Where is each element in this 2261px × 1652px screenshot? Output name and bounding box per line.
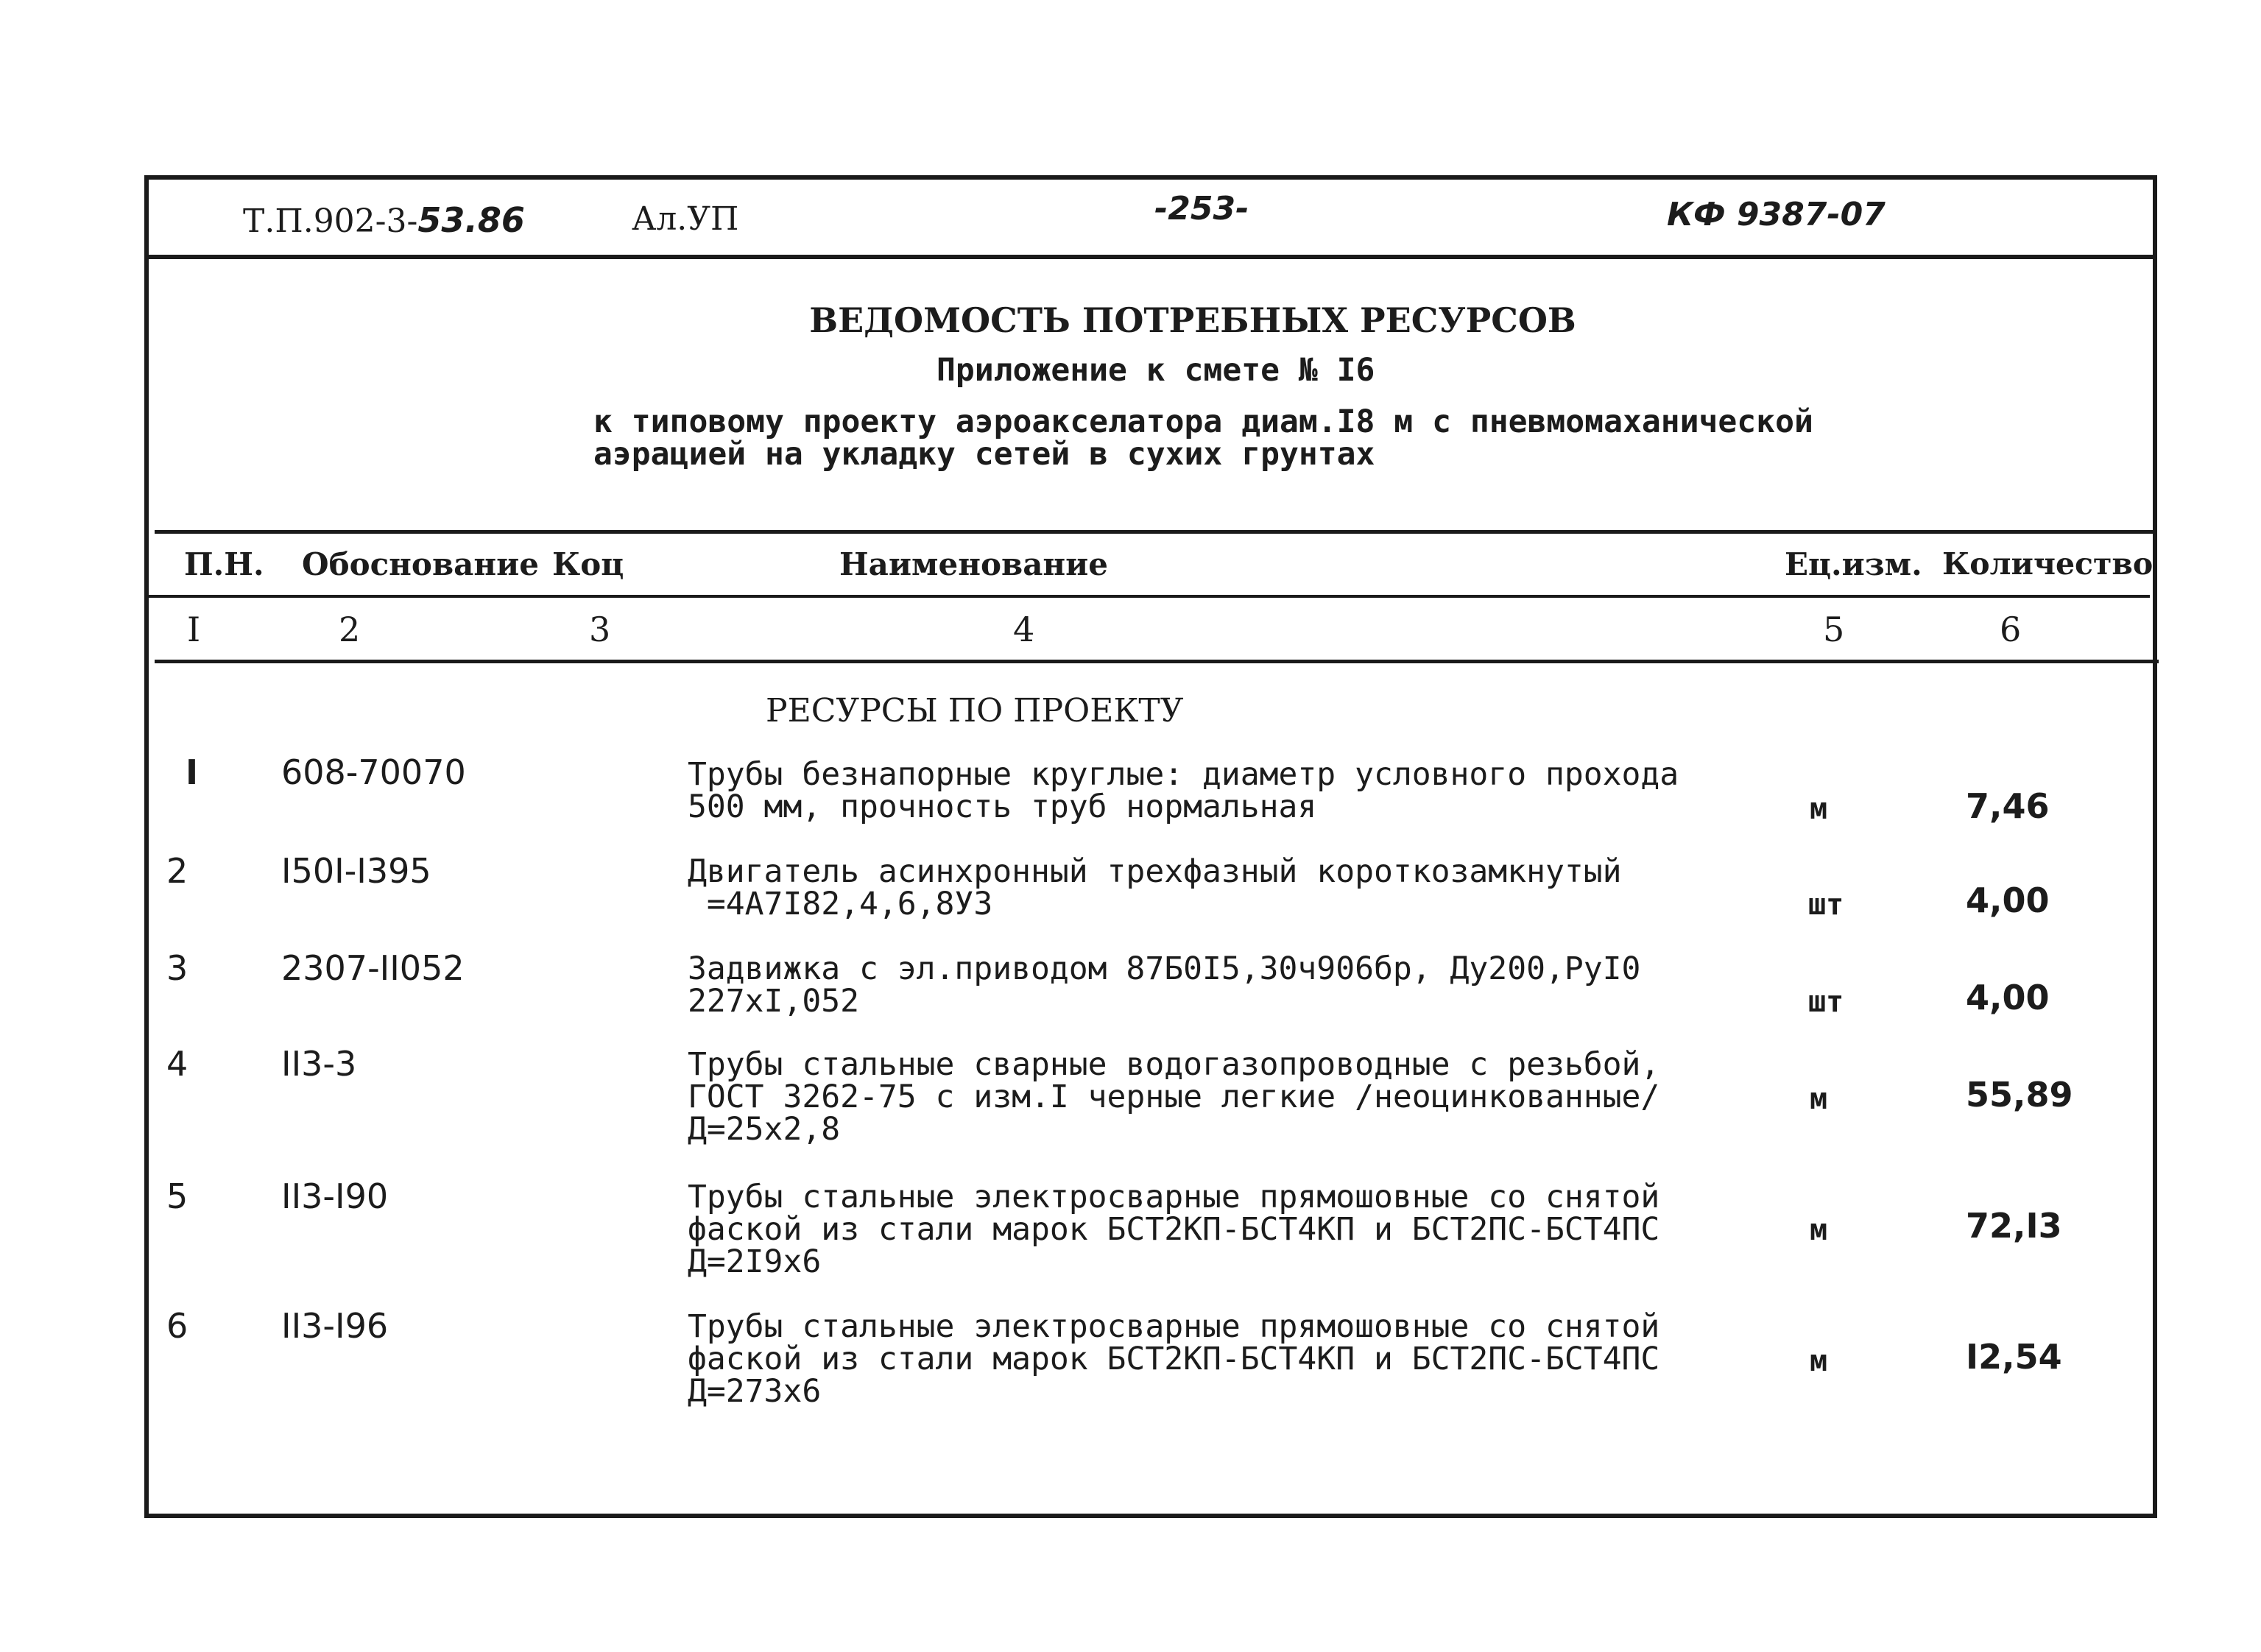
album-label: Ал.УП xyxy=(632,200,739,238)
description-line-2: аэрацией на укладку сетей в сухих грунтах xyxy=(593,436,1375,473)
row-quantity: 72,I3 xyxy=(1966,1206,2062,1246)
col-header-quantity: Количество xyxy=(1942,546,2154,582)
row-pn: 6 xyxy=(166,1306,188,1346)
row-name-line: =4А7I82,4,6,8У3 xyxy=(688,886,993,922)
row-unit: м xyxy=(1810,792,1828,826)
row-pn: 2 xyxy=(166,851,188,891)
row-name-line: Трубы стальные электросварные прямошовные со снятой xyxy=(688,1179,1660,1215)
row-pn: 4 xyxy=(166,1044,188,1084)
col-number-2: 2 xyxy=(339,610,361,649)
row-quantity: 4,00 xyxy=(1966,880,2050,920)
reference-code: КФ 9387-07 xyxy=(1667,196,1886,233)
column-number-rule xyxy=(155,660,2159,663)
row-name-line: Д=273х6 xyxy=(688,1373,822,1410)
row-name-line: Д=2I9х6 xyxy=(688,1243,822,1280)
row-unit: м xyxy=(1810,1082,1828,1116)
row-unit: м xyxy=(1810,1344,1828,1378)
col-header-name: Наименование xyxy=(839,546,1109,582)
row-name-line: 227хI,052 xyxy=(688,983,859,1020)
description-line-1: к типовому проекту аэроакселатора диам.I8 м с пневмомаханической xyxy=(593,403,1813,440)
row-basis: II3-3 xyxy=(281,1044,357,1084)
row-name-line: Трубы стальные электросварные прямошовные со снятой xyxy=(688,1308,1660,1345)
row-basis: I50I-I395 xyxy=(281,851,431,891)
section-title: РЕСУРСЫ ПО ПРОЕКТУ xyxy=(766,692,1184,730)
row-name-line: Трубы безнапорные круглые: диаметр условного прохода xyxy=(688,756,1679,793)
row-unit: шт xyxy=(1808,985,1844,1019)
page-number: -253- xyxy=(1154,190,1249,227)
appendix-title: Приложение к смете № I6 xyxy=(937,352,1375,389)
row-quantity: I2,54 xyxy=(1966,1337,2062,1377)
row-basis: 2307-II052 xyxy=(281,948,465,988)
row-name-line: фаской из стали марок БСТ2КП-БСТ4КП и БСТ2ПС-БСТ4ПС xyxy=(688,1211,1660,1248)
doc-code-hand: 53.86 xyxy=(417,200,525,240)
page-title: ВЕДОМОСТЬ ПОТРЕБНЫХ РЕСУРСОВ xyxy=(809,300,1576,340)
row-name-line: фаской из стали марок БСТ2КП-БСТ4КП и БСТ2ПС-БСТ4ПС xyxy=(688,1341,1660,1377)
row-quantity: 4,00 xyxy=(1966,978,2050,1017)
col-number-1: I xyxy=(187,610,201,649)
column-header-rule xyxy=(147,595,2150,598)
row-name-line: Двигатель асинхронный трехфазный короткозамкнутый xyxy=(688,853,1622,890)
col-header-pn: П.Н. xyxy=(184,546,264,582)
row-name-line: Д=25х2,8 xyxy=(688,1111,841,1148)
col-header-basis: Обоснование xyxy=(302,546,539,582)
row-name-line: Трубы стальные сварные водогазопроводные с резьбой, xyxy=(688,1046,1660,1083)
col-header-unit: Ец.изм. xyxy=(1785,546,1922,582)
row-basis: 608-70070 xyxy=(281,752,466,792)
col-number-6: 6 xyxy=(2000,610,2022,649)
row-name-line: Задвижка с эл.приводом 87Б0I5,30ч906бр, Ду200,РуI0 xyxy=(688,950,1641,987)
row-pn: 3 xyxy=(166,948,188,988)
header-divider xyxy=(144,255,2157,259)
table-top-rule xyxy=(155,530,2157,534)
row-pn: I xyxy=(186,752,199,792)
row-name-line: 500 мм, прочность труб нормальная xyxy=(688,788,1317,825)
col-header-code: Коц xyxy=(552,546,624,582)
row-unit: шт xyxy=(1808,888,1844,922)
doc-code-prefix: Т.П.902-3- xyxy=(243,202,418,240)
col-number-4: 4 xyxy=(1013,610,1035,649)
doc-code xyxy=(243,200,525,240)
row-quantity: 55,89 xyxy=(1966,1075,2073,1115)
col-number-3: 3 xyxy=(589,610,611,649)
row-name-line: ГОСТ 3262-75 с изм.I черные легкие /неоцинкованные/ xyxy=(688,1079,1660,1115)
row-quantity: 7,46 xyxy=(1966,786,2050,826)
row-unit: м xyxy=(1810,1213,1828,1247)
row-pn: 5 xyxy=(166,1176,188,1216)
row-basis: II3-I96 xyxy=(281,1306,389,1346)
col-number-5: 5 xyxy=(1823,610,1845,649)
row-basis: II3-I90 xyxy=(281,1176,389,1216)
